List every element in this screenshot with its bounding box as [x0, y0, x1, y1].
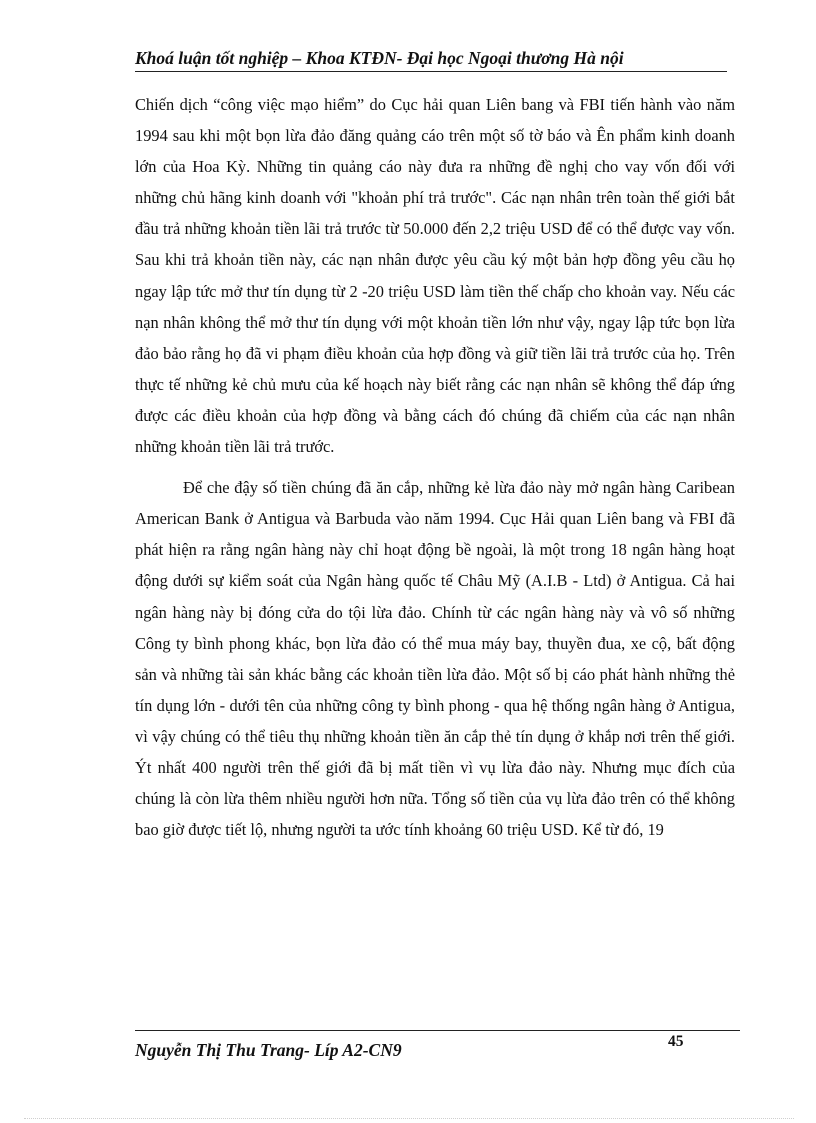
page-header-title: Khoá luận tốt nghiệp – Khoa KTĐN- Đại học Ngoại thương Hà nội	[135, 48, 624, 68]
paragraph-1: Chiến dịch “công việc mạo hiểm” do Cục hải quan Liên bang và FBI tiến hành vào năm 1994 sau khi một bọn lừa đảo đăng quảng cáo trên một số tờ báo và Ên phẩm kinh doanh lớn của Hoa Kỳ. Những tin quảng cáo này đưa ra những đề nghị cho vay vốn đối với những chủ hãng kinh doanh với "khoản phí trả trước". Các nạn nhân trên toàn thế giới bắt đầu trả những khoản tiền lãi trả trước từ 50.000 đến 2,2 triệu USD để có thể được vay vốn. Sau khi trả khoản tiền này, các nạn nhân được yêu cầu ký một bản hợp đồng yêu cầu họ ngay lập tức mở thư tín dụng từ 2 -20 triệu USD làm tiền thế chấp cho khoản vay. Nếu các nạn nhân không thể mở thư tín dụng với một khoản tiền lớn như vậy, ngay lập tức bọn lừa đảo bảo rằng họ đã vi phạm điều khoản của hợp đồng và giữ tiền lãi trả trước của họ. Trên thực tế những kẻ chủ mưu của kế hoạch này biết rằng các nạn nhân sẽ không thể đáp ứng được các điều khoản của hợp đồng và bằng cách đó chúng đã chiếm của các nạn nhân những khoản tiền lãi trả trước.	[135, 95, 735, 457]
footer-author: Nguyễn Thị Thu Trang- Líp A2-CN9	[135, 1040, 402, 1060]
paragraph-2: Để che đậy số tiền chúng đã ăn cắp, những kẻ lừa đảo này mở ngân hàng Caribean American Bank ở Antigua và Barbuda vào năm 1994. Cục Hải quan Liên bang và FBI đã phát hiện ra rằng ngân hàng này chỉ hoạt động bề ngoài, là một trong 18 ngân hàng hoạt động dưới sự kiểm soát của Ngân hàng quốc tế Châu Mỹ (A.I.B - Ltd) ở Antigua. Cả hai ngân hàng này bị đóng cửa do tội lừa đảo. Chính từ các ngân hàng này và vô số những Công ty bình phong khác, bọn lừa đảo có thể mua máy bay, thuyền đua, xe cộ, bất động sản và những tài sản khác bằng các khoản tiền lừa đảo. Một số bị cáo phát hành những thẻ tín dụng lớn - dưới tên của những công ty bình phong - qua hệ thống ngân hàng ở Antigua, vì vậy chúng có thể tiêu thụ những khoản tiền ăn cắp thẻ tín dụng ở khắp nơi trên thế giới. Ýt nhất 400 người trên thế giới đã bị mất tiền vì vụ lừa đảo này. Nhưng mục đích của chúng là còn lừa thêm nhiều người hơn nữa. Tổng số tiền của vụ lừa đảo trên có thể không bao giờ được tiết lộ, nhưng người ta ước tính khoảng 60 triệu USD. Kể từ đó, 19	[135, 478, 735, 840]
document-body	[135, 89, 735, 845]
page-number: 45	[668, 1033, 684, 1050]
page-bottom-border	[24, 1118, 794, 1119]
header-divider	[135, 71, 727, 72]
footer-divider	[135, 1030, 740, 1031]
